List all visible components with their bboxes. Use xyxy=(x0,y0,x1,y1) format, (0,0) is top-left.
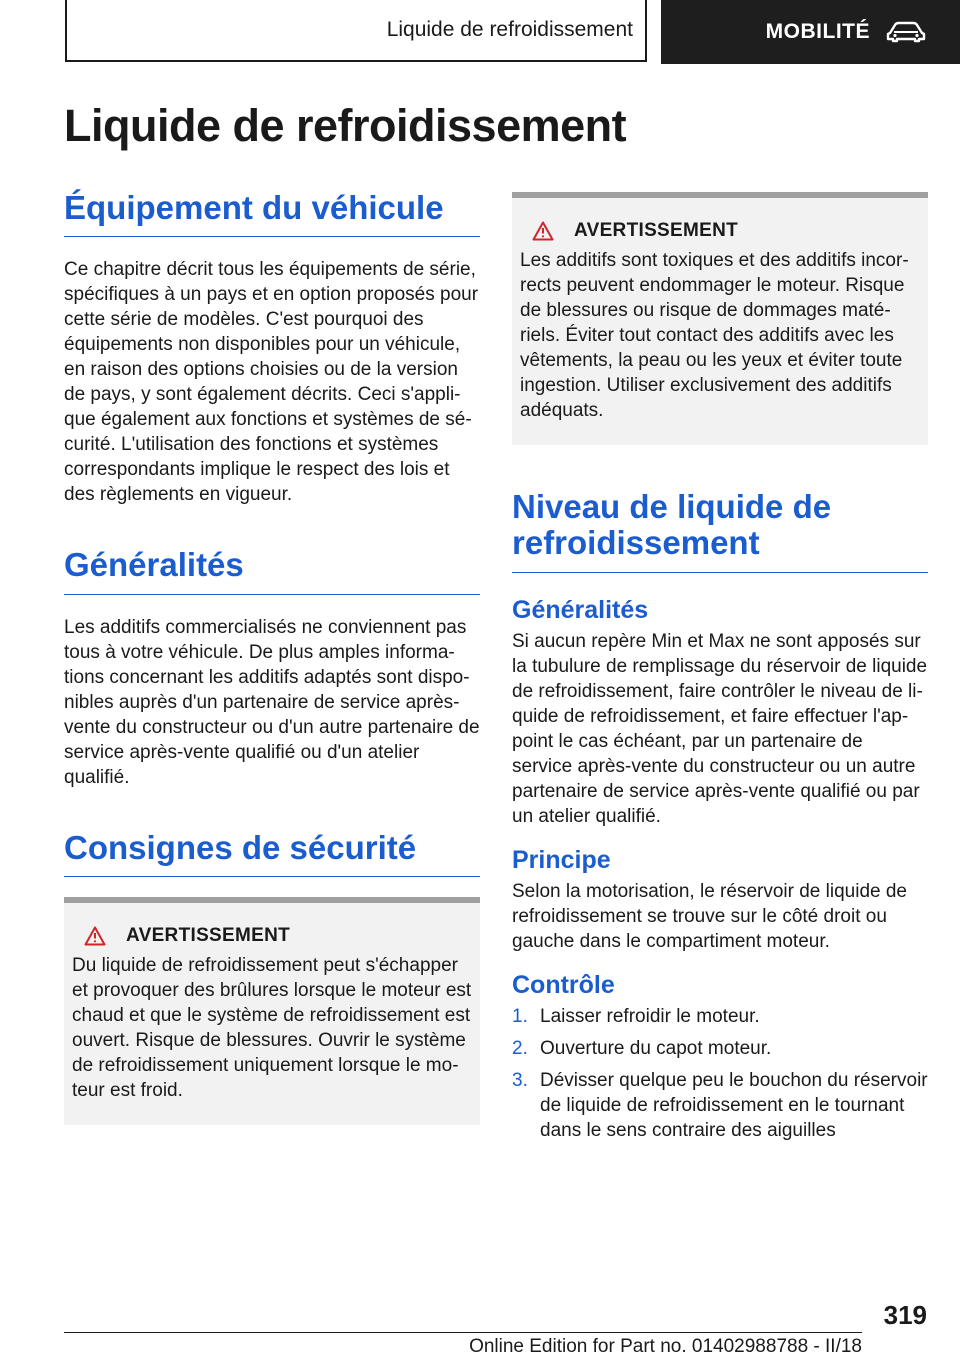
warning-box-right xyxy=(512,192,928,445)
list-item xyxy=(512,1068,928,1143)
step-text: Ouverture du capot moteur. xyxy=(540,1037,772,1059)
step-text: Laisser refroidir le moteur. xyxy=(540,1005,760,1027)
car-icon xyxy=(886,21,926,43)
subheading-principe: Principe xyxy=(512,845,611,874)
paragraph-niveau-generalites: Si aucun repère Min et Max ne sont apposés sur la tubulure de remplissage du réservoir de liquide de refroidissement, faire contrôler le niveau de liquide de refroidissement, et faire effectuer l'appoint le cas échéant, par un partenaire de service après-vente du constructeur ou un autre partenaire de service après-vente qualifié ou par un atelier qualifié. xyxy=(512,630,928,827)
header-section-tab xyxy=(661,0,960,64)
warning-head xyxy=(72,925,474,947)
warning-box-left xyxy=(64,897,480,1125)
header-section-label: MOBILITÉ xyxy=(765,20,870,43)
paragraph-principe: Selon la motorisation, le réservoir de liquide de refroidissement se trouve sur le côté droit ou gauche dans le compartiment moteur. xyxy=(512,880,907,952)
page-number: 319 xyxy=(883,1300,927,1330)
subheading-generalites: Généralités xyxy=(512,595,649,624)
heading-equipement: Équipement du véhicule xyxy=(64,190,480,237)
paragraph-equipement: Ce chapitre décrit tous les équipements de série, spécifiques à un pays et en option proposés pour cette série de modèles. C'est pourquoi des équipements non disponibles pour un véhicule, en raison des options choisies ou de la version de pays, y sont également décrits. Ceci s'applique également aux fonctions et systèmes de sécurité. L'utilisation des fonctions et systèmes correspondants implique le respect des lois et des règlements en vigueur. xyxy=(64,259,479,506)
footer-edition: Online Edition for Part no. 01402988788 - II/18 xyxy=(469,1336,862,1357)
warning-triangle-icon xyxy=(84,926,106,946)
warning-triangle-icon xyxy=(532,221,554,241)
heading-niveau-liquide: Niveau de liquide de refroidissement xyxy=(512,489,928,573)
warning-head xyxy=(520,220,922,242)
heading-consignes-securite: Consignes de sécurité xyxy=(64,830,480,877)
footer-divider xyxy=(64,1332,862,1333)
heading-generalites: Généralités xyxy=(64,547,480,594)
page-title: Liquide de refroidissement xyxy=(64,100,627,151)
header-chapter-box xyxy=(65,0,647,62)
warning-label: AVERTISSEMENT xyxy=(126,924,291,946)
step-text: Dévisser quelque peu le bouchon du réservoir de liquide de refroidissement en le tournant dans le sens contraire des aiguilles xyxy=(540,1069,928,1141)
step-number: 2. xyxy=(512,1037,528,1059)
step-number: 1. xyxy=(512,1005,528,1027)
controle-steps-list xyxy=(512,1004,928,1143)
right-column xyxy=(512,190,928,1150)
warning-text: Du liquide de refroidissement peut s'échapper et provoquer des brûlures lorsque le moteur est chaud et que le système de refroidissement est ouvert. Risque de blessures. Ouvrir le système de refroidissement uniquement lorsque le moteur est froid. xyxy=(72,954,472,1101)
header-chapter-title: Liquide de refroidissement xyxy=(386,18,633,41)
warning-text: Les additifs sont toxiques et des additifs incorrects peuvent endommager le moteur. Risque de blessures ou risque de dommages matériels. Éviter tout contact des additifs avec les vêtements, la peau ou les yeux et éviter toute ingestion. Utiliser exclusivement des additifs adéquats. xyxy=(520,250,909,421)
warning-label: AVERTISSEMENT xyxy=(574,220,739,241)
subheading-controle: Contrôle xyxy=(512,970,615,999)
left-column xyxy=(64,190,480,1125)
list-item xyxy=(512,1036,928,1061)
step-number: 3. xyxy=(512,1069,528,1091)
paragraph-generalites: Les additifs commercialisés ne conviennent pas tous à votre véhicule. De plus amples informations concernant les additifs adaptés sont disponibles auprès d'un partenaire de service après-vente du constructeur ou d'un autre partenaire de service après-vente qualifié ou d'un atelier qualifié. xyxy=(64,616,480,788)
list-item xyxy=(512,1004,928,1029)
